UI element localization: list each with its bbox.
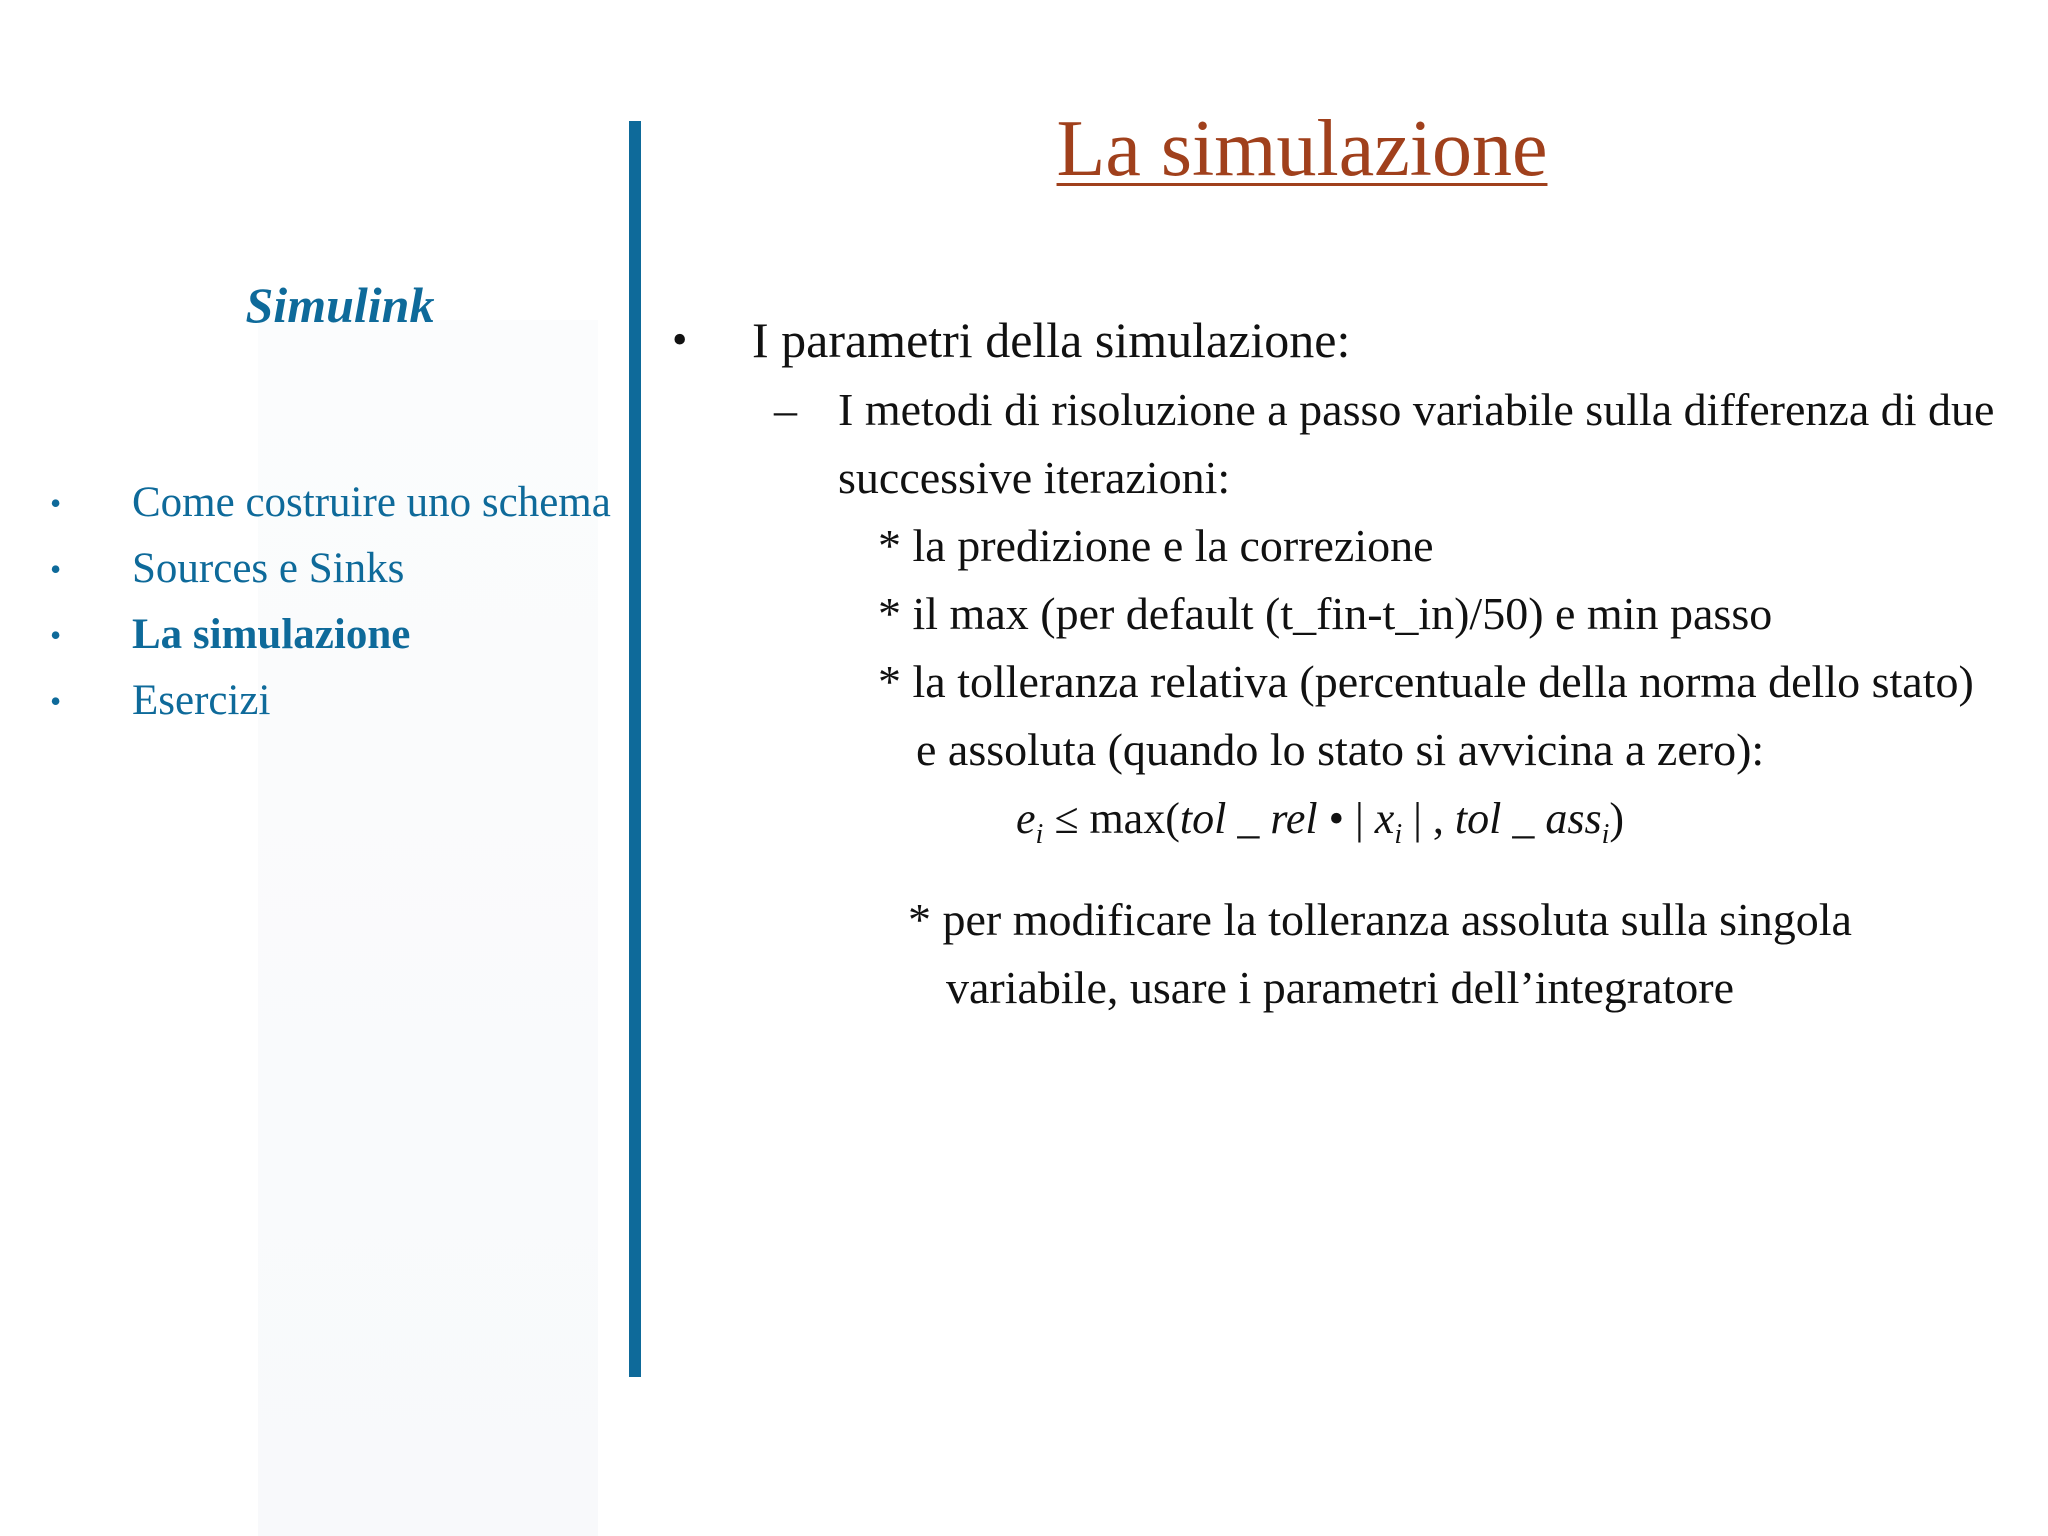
formula-close: )	[1609, 794, 1625, 843]
nav-item-come-costruire[interactable]	[50, 476, 612, 530]
star-item-predizione: * la predizione e la correzione	[878, 520, 1434, 571]
bullet-icon: •	[672, 315, 688, 364]
dash-icon: –	[774, 384, 797, 435]
nav-item-esercizi[interactable]	[50, 674, 612, 728]
formula-dot: • |	[1317, 794, 1375, 843]
slide-content	[660, 306, 2000, 1022]
sidebar-nav	[50, 476, 612, 740]
formula-sub-i: i	[1601, 818, 1610, 850]
bullet-icon: •	[50, 485, 62, 521]
nav-item-label: La simulazione	[132, 611, 411, 658]
star-item-max-min: * il max (per default (t_fin-t_in)/50) e min passo	[878, 588, 1773, 639]
tolerance-formula	[1016, 788, 2000, 866]
sub-bullet-text: I metodi di risoluzione a passo variabile sulla differenza di due successive iterazioni:	[838, 384, 1995, 503]
main-bullet-text: I parametri della simulazione:	[752, 312, 1351, 368]
nav-item-sources-sinks[interactable]	[50, 542, 612, 596]
formula-tol-rel: tol _ rel	[1179, 794, 1318, 843]
bullet-icon: •	[50, 617, 62, 653]
nav-item-la-simulazione[interactable]	[50, 608, 612, 662]
star-item-tolleranza: * la tolleranza relativa (percentuale della norma dello stato) e assoluta (quando lo stato si avvicina a zero):	[878, 656, 1974, 775]
nav-item-label: Come costruire uno schema	[132, 479, 611, 526]
nav-item-label: Esercizi	[132, 677, 271, 724]
bullet-icon: •	[50, 683, 62, 719]
slide-title: La simulazione	[1056, 105, 1548, 193]
formula-mid: | ,	[1402, 794, 1455, 843]
sidebar-title: Simulink	[245, 277, 435, 333]
vertical-divider	[629, 121, 641, 1377]
formula-leq-max: ≤ max(	[1054, 794, 1180, 843]
main-bullet	[660, 306, 2000, 374]
nav-item-label: Sources e Sinks	[132, 545, 405, 592]
formula-sub-i: i	[1035, 818, 1044, 850]
bullet-icon: •	[50, 551, 62, 587]
formula-e: e	[1016, 794, 1036, 843]
sub-bullet	[660, 376, 2000, 512]
star-item-modificare: * per modificare la tolleranza assoluta sulla singola variabile, usare i parametri dell’integratore	[908, 893, 1852, 1013]
formula-sub-i: i	[1394, 818, 1403, 850]
formula-tol-ass: tol _ ass	[1454, 794, 1602, 843]
formula-x: x	[1374, 794, 1395, 843]
